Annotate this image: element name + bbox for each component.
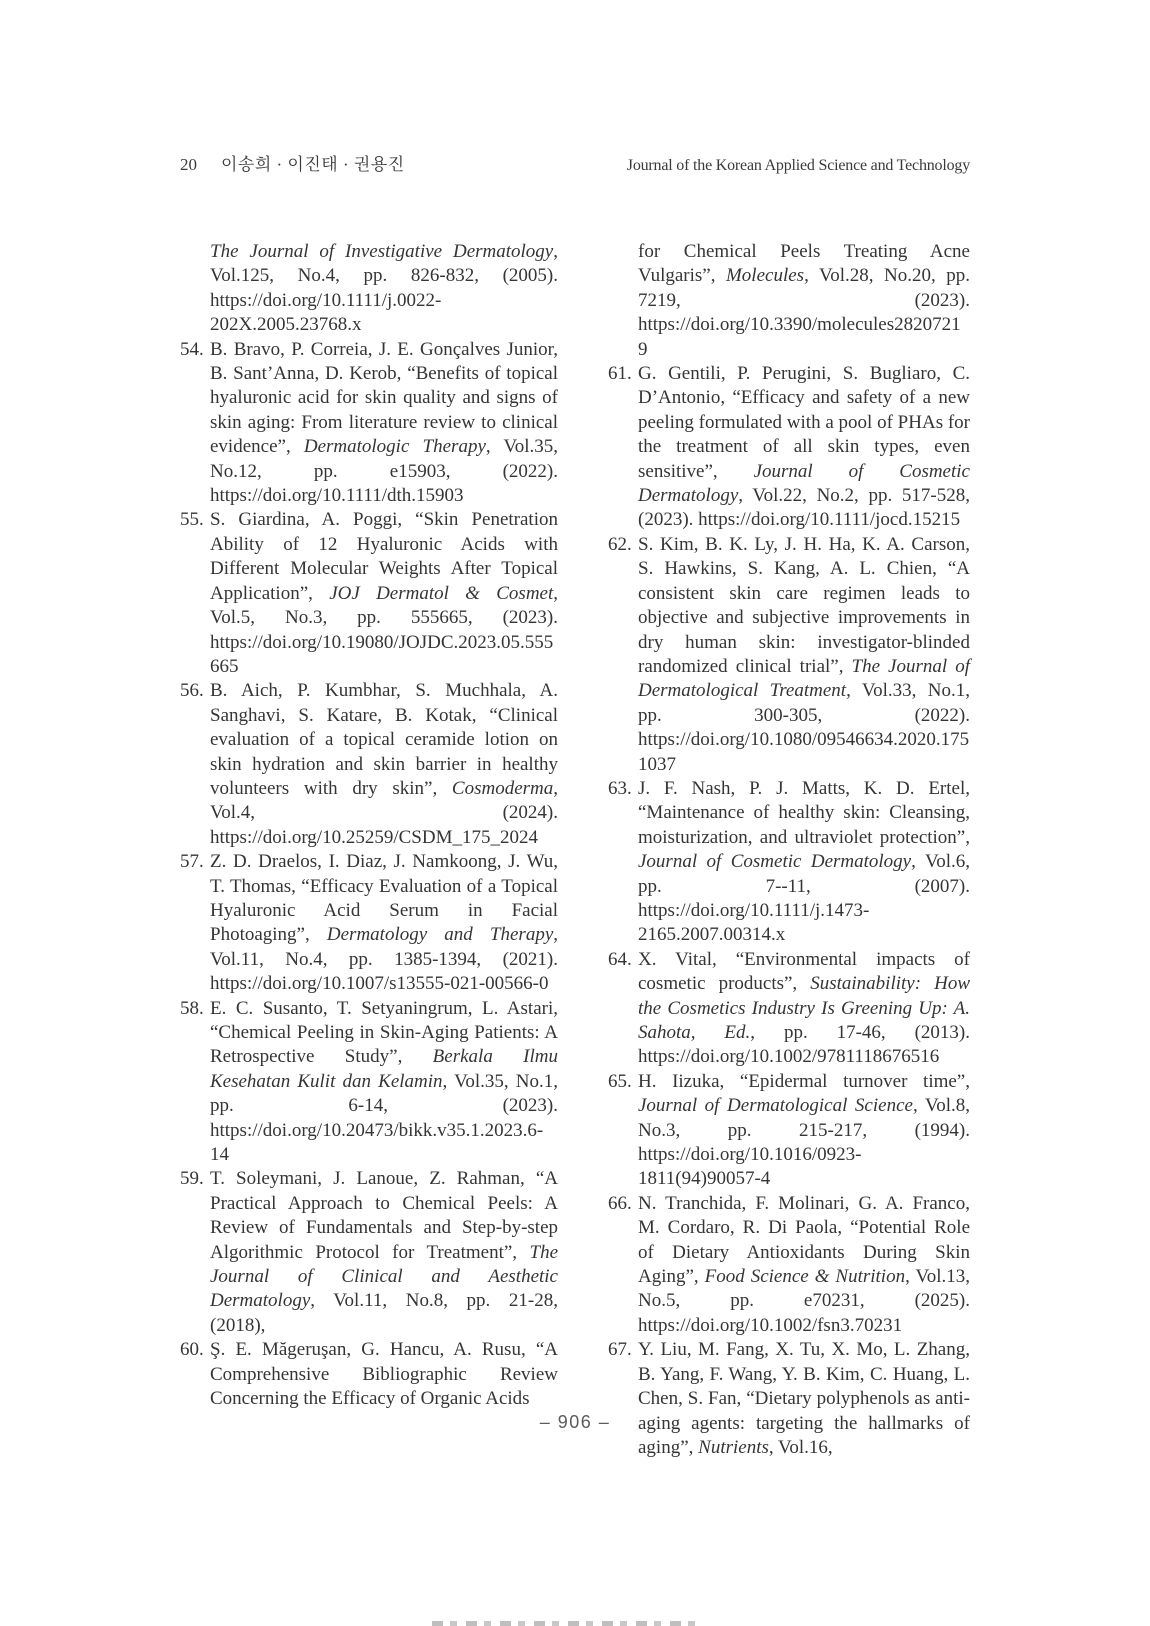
journal-name: The Journal of Clinical and Aesthetic Dermatology	[210, 1241, 558, 1312]
header-authors: 이송희 · 이진태 · 권용진	[221, 155, 405, 174]
reference-number: 62.	[608, 533, 632, 555]
header-journal-title: Journal of the Korean Applied Science and Technology	[626, 157, 970, 174]
reference-text: , Vol.11, No.4, pp. 1385-1394, (2021). https://doi.org/10.1007/s13555-021-00566-0	[210, 924, 558, 995]
reference-item-65	[608, 1070, 970, 1192]
reference-item-66	[608, 1192, 970, 1338]
reference-number: 61.	[608, 363, 632, 385]
reference-number: 54.	[180, 338, 204, 360]
journal-name: Sustainability: How the Cosmetics Industry Is Greening Up: A. Sahota, Ed.	[638, 973, 970, 1043]
journal-name: Dermatologic Therapy	[303, 436, 486, 458]
journal-name: Food Science & Nutrition	[704, 1266, 906, 1288]
reference-number: 64.	[608, 948, 632, 970]
reference-item-59	[180, 1167, 558, 1338]
journal-name: Dermatology and Therapy	[326, 924, 554, 946]
reference-text: , Vol.28, No.20, pp. 7219, (2023). https://doi.org/10.3390/molecules28207219	[638, 265, 970, 360]
journal-name: The Journal of Investigative Dermatology	[210, 241, 554, 262]
journal-name: Journal of Cosmetic Dermatology	[638, 851, 912, 873]
reference-number: 66.	[608, 1192, 632, 1214]
journal-name: Berkala Ilmu Kesehatan Kulit dan Kelamin	[210, 1046, 558, 1092]
reference-number: 56.	[180, 680, 204, 702]
reference-item-57	[180, 850, 558, 996]
reference-text: , Vol.33, No.1, pp. 300-305, (2022). https://doi.org/10.1080/09546634.2020.1751037	[638, 680, 971, 775]
reference-item-55	[180, 508, 558, 679]
reference-item-58	[180, 997, 558, 1168]
reference-text: B. Aich, P. Kumbhar, S. Muchhala, A. Sanghavi, S. Katare, B. Kotak, “Clinical evaluation of a topical ceramide lotion on skin hydration and skin barrier in healthy volunteers with dry skin”,	[210, 680, 558, 799]
reference-text: , Vol.13, No.5, pp. e70231, (2025). https://doi.org/10.1002/fsn3.70231	[638, 1266, 970, 1336]
reference-text: Ş. E. Măgeruşan, G. Hancu, A. Rusu, “A Comprehensive Bibliographic Review Concerning the Efficacy of Organic Acids	[210, 1339, 558, 1410]
journal-name: Journal of Dermatological Science	[638, 1095, 913, 1117]
page-header	[180, 150, 970, 175]
header-left-group	[180, 150, 405, 175]
reference-number: 65.	[608, 1070, 632, 1092]
journal-name: Nutrients	[698, 1436, 769, 1458]
reference-columns	[180, 240, 970, 1460]
reference-text: Z. D. Draelos, I. Diaz, J. Namkoong, J. Wu, T. Thomas, “Efficacy Evaluation of a Topical Hyaluronic Acid Serum in Facial Photoaging”,	[210, 851, 558, 946]
reference-text: , Vol.16,	[768, 1436, 833, 1458]
reference-text: , Vol.11, No.8, pp. 21-28, (2018),	[210, 1290, 558, 1336]
reference-text: G. Gentili, P. Perugini, S. Bugliaro, C. D’Antonio, “Efficacy and safety of a new peeling formulated with a pool of PHAs for the treatment of all skin types, even sensitive”,	[638, 363, 970, 482]
reference-text: Y. Liu, M. Fang, X. Tu, X. Mo, L. Zhang, B. Yang, F. Wang, Y. B. Kim, C. Huang, L. Chen, S. Fan, “Dietary polyphenols as anti-aging agents: targeting the hallmarks of aging”,	[638, 1339, 970, 1458]
reference-text: , Vol.22, No.2, pp. 517-528, (2023). https://doi.org/10.1111/jocd.15215	[638, 485, 970, 531]
header-page-number: 20	[180, 155, 197, 174]
reference-number: 59.	[180, 1168, 204, 1190]
reference-text: S. Kim, B. K. Ly, J. H. Ha, K. A. Carson, S. Hawkins, S. Kang, A. L. Chien, “A consistent skin care regimen leads to objective and subjective improvements in dry human skin: investigator-blinded randomized clinical trial”,	[638, 533, 970, 677]
reference-number: 55.	[180, 509, 204, 531]
reference-text: H. Iizuka, “Epidermal turnover time”,	[638, 1070, 970, 1092]
reference-text: S. Giardina, A. Poggi, “Skin Penetration Ability of 12 Hyaluronic Acids with Different Molecular Weights After Topical Application”,	[210, 509, 558, 604]
reference-item-60	[180, 1338, 558, 1411]
reference-number: 63.	[608, 777, 632, 799]
reference-text: , Vol.5, No.3, pp. 555665, (2023). https://doi.org/10.19080/JOJDC.2023.05.555665	[210, 582, 558, 677]
reference-number: 67.	[608, 1339, 632, 1361]
reference-column-left	[180, 240, 558, 1460]
reference-text: , Vol.35, No.12, pp. e15903, (2022). https://doi.org/10.1111/dth.15903	[210, 436, 558, 507]
cropped-next-page-text-fragment	[432, 1621, 702, 1626]
reference-item-54	[180, 338, 558, 509]
reference-text: E. C. Susanto, T. Setyaningrum, L. Astari, “Chemical Peeling in Skin-Aging Patients: A Retrospective Study”,	[210, 997, 558, 1068]
reference-text: X. Vital, “Environmental impacts of cosmetic products”,	[638, 948, 970, 995]
reference-text: J. F. Nash, P. J. Matts, K. D. Ertel, “Maintenance of healthy skin: Cleansing, moisturization, and ultraviolet protection”,	[638, 777, 970, 848]
reference-column-right	[608, 240, 970, 1460]
reference-text: , pp. 17-46, (2013). https://doi.org/10.1002/9781118676516	[638, 1022, 970, 1068]
reference-text: T. Soleymani, J. Lanoue, Z. Rahman, “A Practical Approach to Chemical Peels: A Review of Fundamentals and Step-by-step Algorithmic Protocol for Treatment”,	[210, 1168, 558, 1263]
reference-text: , Vol.35, No.1, pp. 6-14, (2023). https://doi.org/10.20473/bikk.v35.1.2023.6-14	[210, 1070, 558, 1166]
reference-item-67	[608, 1338, 970, 1460]
reference-number: 57.	[180, 851, 204, 873]
reference-text: N. Tranchida, F. Molinari, G. A. Franco, M. Cordaro, R. Di Paola, “Potential Role of Dietary Antioxidants During Skin Aging”,	[638, 1192, 970, 1288]
reference-number: 58.	[180, 997, 204, 1019]
reference-text: , Vol.6, pp. 7--11, (2007). https://doi.org/10.1111/j.1473-2165.2007.00314.x	[638, 851, 971, 946]
footer-page-number: – 906 –	[539, 1412, 611, 1432]
reference-text: for Chemical Peels Treating Acne Vulgaris”,	[638, 241, 970, 287]
reference-item-64	[608, 948, 970, 1070]
journal-name: Molecules	[725, 265, 805, 287]
reference-text: , Vol.125, No.4, pp. 826-832, (2005). https://doi.org/10.1111/j.0022-202X.2005.23768.x	[210, 241, 558, 336]
reference-continuation	[608, 240, 970, 362]
journal-name: The Journal of Dermatological Treatment	[638, 655, 970, 702]
reference-text: B. Bravo, P. Correia, J. E. Gonçalves Junior, B. Sant’Anna, D. Kerob, “Benefits of topical hyaluronic acid for skin quality and signs of skin aging: From literature review to clinical evidence”,	[210, 338, 558, 458]
reference-text: , Vol.8, No.3, pp. 215-217, (1994). https://doi.org/10.1016/0923-1811(94)90057-4	[638, 1095, 970, 1190]
reference-continuation	[180, 240, 558, 338]
journal-name: Journal of Cosmetic Dermatology	[638, 460, 970, 507]
reference-text: , Vol.4, (2024). https://doi.org/10.25259/CSDM_175_2024	[210, 777, 558, 848]
reference-item-63	[608, 777, 970, 948]
reference-item-62	[608, 533, 970, 777]
reference-item-56	[180, 679, 558, 850]
reference-item-61	[608, 362, 970, 533]
journal-name: JOJ Dermatol & Cosmet	[329, 582, 554, 604]
reference-number: 60.	[180, 1339, 204, 1361]
journal-name: Cosmoderma	[451, 777, 554, 799]
